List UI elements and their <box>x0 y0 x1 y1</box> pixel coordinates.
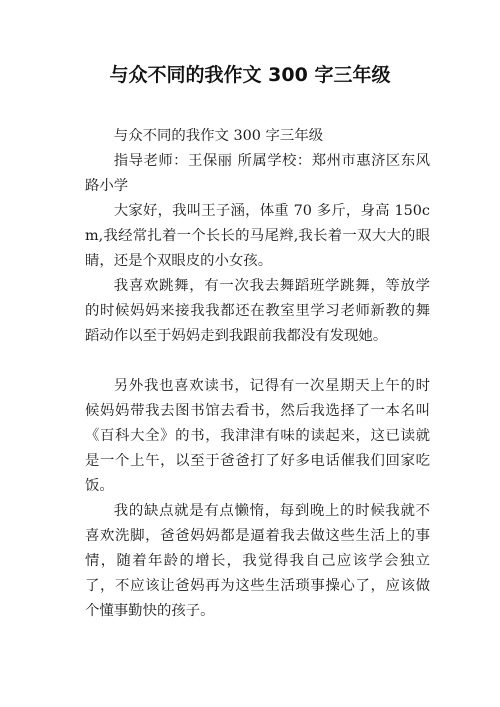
paragraph-intro: 大家好，我叫王子涵，体重 70 多斤，身高 150cm,我经常扎着一个长长的马尾辫,我长着一双大大的眼睛，还是个双眼皮的小女孩。 <box>85 203 430 269</box>
document-meta: 指导老师：王保丽 所属学校：郑州市惠济区东风路小学 <box>85 153 430 194</box>
document-body <box>85 124 430 624</box>
paragraph-gap <box>85 349 430 374</box>
paragraph-dance: 我喜欢跳舞，有一次我去舞蹈班学跳舞，等放学的时候妈妈来接我我都还在教室里学习老师新教的舞蹈动作以至于妈妈走到我跟前我都没有发现她。 <box>85 278 430 344</box>
document-title: 与众不同的我作文 300 字三年级 <box>109 64 391 86</box>
document-subtitle: 与众不同的我作文 300 字三年级 <box>113 128 324 144</box>
paragraph-reading: 另外我也喜欢读书，记得有一次星期天上午的时候妈妈带我去图书馆去看书，然后我选择了一本名叫《百科大全》的书，我津津有味的读起来，这已读就是一个上午，以至于爸爸打了好多电话催我们回家吃饭。 <box>85 378 430 494</box>
paragraph-shortcoming: 我的缺点就是有点懒惰，每到晚上的时候我就不喜欢洗脚，爸爸妈妈都是逼着我去做这些生活上的事情，随着年龄的增长，我觉得我自己应该学会独立了，不应该让爸妈再为这些生活琐事操心了，应该做个懂事勤快的孩子。 <box>85 503 430 619</box>
